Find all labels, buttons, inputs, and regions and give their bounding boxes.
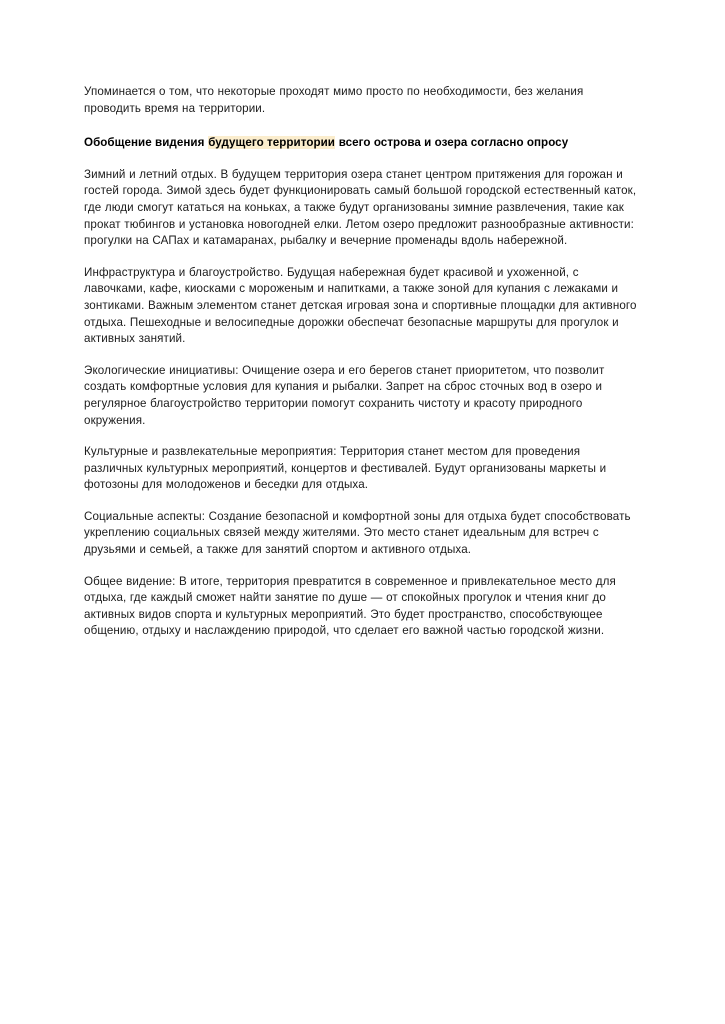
paragraph-winter-summer-recreation: Зимний и летний отдых. В будущем территория озера станет центром притяжения для горожан и гостей города. Зимой здесь будет функционировать самый большой городской естественный каток, где люди смогут кататься на коньках, а также будут организованы зимние развлечения, такие как прокат тюбингов и установка новогодней елки. Летом озеро предложит разнообразные активности: прогулки на САПах и катамаранах, рыбалку и вечерние променады вдоль набережной. (84, 167, 637, 248)
paragraph-ecological-initiatives: Экологические инициативы: Очищение озера и его берегов станет приоритетом, что позволит создать комфортные условия для купания и рыбалки. Запрет на сброс сточных вод в озеро и регулярное благоустройство территории помогут сохранить чистоту и красоту природного окружения. (84, 363, 605, 427)
heading-highlighted-phrase: будущего территории (208, 136, 335, 150)
intro-paragraph: Упоминается о том, что некоторые проходят мимо просто по необходимости, без желания проводить время на территории. (84, 85, 584, 115)
paragraph-cultural-events: Культурные и развлекательные мероприятия: Территория станет местом для проведения различных культурных мероприятий, концертов и фестивалей. Будут организованы маркеты и фотозоны для молодоженов и беседки для отдыха. (84, 445, 607, 492)
heading-text-before-highlight: Обобщение видения (84, 136, 208, 150)
paragraph-infrastructure: Инфраструктура и благоустройство. Будущая набережная будет красивой и ухоженной, с лавочками, кафе, киосками с мороженым и напитками, а также зоной для купания с лежаками и зонтиками. Важным элементом станет детская игровая зона и спортивные площадки для активного отдыха. Пешеходные и велосипедные дорожки обеспечат безопасные маршруты для прогулок и активных занятий. (84, 265, 637, 346)
section-heading (84, 135, 642, 152)
paragraph-general-vision: Общее видение: В итоге, территория превратится в современное и привлекательное место для отдыха, где каждый сможет найти занятие по душе — от спокойных прогулок и чтения книг до активных видов спорта и культурных мероприятий. Это будет пространство, способствующее общению, отдыху и наслаждению природой, что сделает его важной частью городской жизни. (84, 574, 616, 638)
paragraph-social-aspects: Социальные аспекты: Создание безопасной и комфортной зоны для отдыха будет способствовать укреплению социальных связей между жителями. Это место станет идеальным для встреч с друзьями и семьей, а также для занятий спортом и активного отдыха. (84, 509, 631, 557)
heading-text-after-highlight: всего острова и озера согласно опросу (335, 136, 569, 150)
document-body (84, 84, 642, 640)
